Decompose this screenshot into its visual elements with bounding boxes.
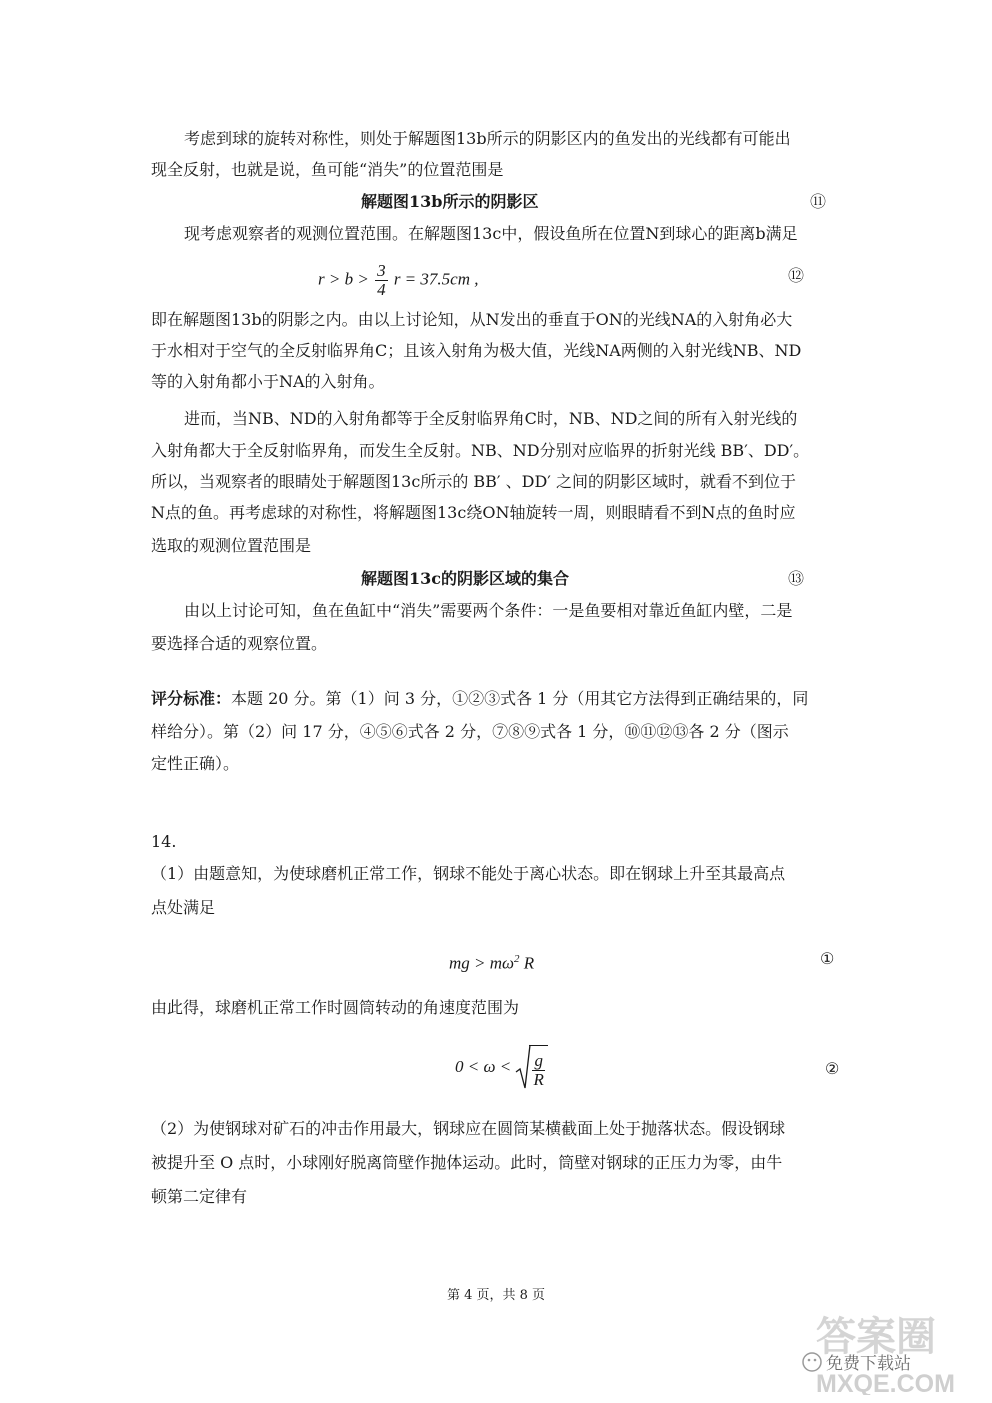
q14-line1: （1）由题意知，为使球磨机正常工作，钢球不能处于离心状态。即在钢球上升至其最高点 — [151, 864, 786, 883]
eq13-tag: ⑬ — [788, 569, 805, 588]
scoring-line2: 样给分）。第（2）问 17 分，④⑤⑥式各 2 分，⑦⑧⑨式各 1 分，⑩⑪⑫⑬各 2 分（图示 — [151, 722, 789, 741]
q14-eq2-lhs: 0 < ω < — [455, 1057, 512, 1076]
question-14-number: 14. — [151, 832, 177, 851]
q14-eq2-numerator: g — [534, 1050, 543, 1070]
watermark-site: MXQE.COM — [816, 1370, 955, 1395]
scoring-text1: 本题 20 分。第（1）问 3 分，①②③式各 1 分（用其它方法得到正确结果的，同 — [231, 689, 809, 708]
para3-line1: 即在解题图13b的阴影之内。由以上讨论知，从N发出的垂直于ON的光线NA的入射角必大 — [151, 310, 793, 329]
para1-line2: 现全反射，也就是说，鱼可能“消失”的位置范围是 — [151, 160, 504, 179]
q14-eq2-fraction — [532, 1052, 545, 1089]
para4-line5: 选取的观测位置范围是 — [151, 536, 312, 555]
q14-eq1-tag: ① — [820, 949, 835, 968]
page-footer: 第 4 页，共 8 页 — [446, 1288, 546, 1303]
q14-eq1-lhs: mg > m — [449, 953, 503, 973]
q14-eq1-omega: ω — [502, 953, 515, 973]
q14-eq1-exponent: 2 — [514, 953, 520, 965]
eq12-lhs: r > b > — [318, 269, 369, 289]
q14-eq2-denominator: R — [533, 1069, 544, 1089]
sqrt-sign-icon — [515, 1044, 531, 1090]
eq12-formula — [318, 262, 478, 299]
q14-line3: 由此得，球磨机正常工作时圆筒转动的角速度范围为 — [151, 998, 520, 1017]
eq11-text: 解题图13b所示的阴影区 — [361, 192, 539, 211]
q14-line6: 顿第二定律有 — [151, 1187, 248, 1206]
para4-line2: 入射角都大于全反射临界角，而发生全反射。NB、ND分别对应临界的折射光线 BB′、DD′。 — [151, 441, 810, 460]
para3-line3: 等的入射角都小于NA的入射角。 — [151, 372, 385, 391]
q14-line2: 点处满足 — [151, 898, 216, 917]
q14-eq2-sqrt — [515, 1044, 548, 1092]
para4-line4: N点的鱼。再考虑球的对称性，将解题图13c绕ON轴旋转一周，则眼睛看不到N点的鱼时应 — [151, 503, 796, 522]
eq13-text: 解题图13c的阴影区域的集合 — [361, 569, 570, 588]
para5-line2: 要选择合适的观察位置。 — [151, 634, 328, 653]
watermark-graphic — [800, 1300, 980, 1395]
eq12-rhs: r = 37.5cm , — [393, 269, 479, 289]
watermark-title: 答案圈 — [816, 1315, 936, 1359]
watermark-subtitle: 免费下载站 — [826, 1354, 911, 1374]
eq12-numerator: 3 — [377, 261, 386, 280]
q14-eq1-rhs: R — [523, 953, 535, 973]
scoring-line1 — [151, 688, 841, 710]
scoring-label: 评分标准： — [151, 689, 232, 708]
q14-eq1-formula — [449, 948, 534, 975]
eq12-tag: ⑫ — [788, 266, 805, 285]
q14-line5: 被提升至 O 点时，小球刚好脱离筒壁作抛体运动。此时，筒壁对钢球的正压力为零，由牛 — [151, 1153, 783, 1172]
eq12-denominator: 4 — [377, 280, 386, 299]
scoring-line3: 定性正确）。 — [151, 754, 240, 773]
para4-line3: 所以，当观察者的眼睛处于解题图13c所示的 BB′ 、DD′ 之间的阴影区域时，就看不到位于 — [151, 472, 797, 491]
para4-line1: 进而，当NB、ND的入射角都等于全反射临界角C时，NB、ND之间的所有入射光线的 — [184, 409, 798, 428]
para1-line1: 考虑到球的旋转对称性，则处于解题图13b所示的阴影区内的鱼发出的光线都有可能出 — [184, 129, 791, 148]
q14-eq2-radicand — [529, 1045, 548, 1092]
para3-line2: 于水相对于空气的全反射临界角C；且该入射角为极大值，光线NA两侧的入射光线NB、ND — [151, 341, 802, 360]
q14-eq2-formula — [455, 1044, 548, 1092]
para2-line1: 现考虑观察者的观测位置范围。在解题图13c中，假设鱼所在位置N到球心的距离b满足 — [184, 224, 798, 243]
q14-eq2-tag: ② — [825, 1059, 840, 1078]
q14-line4: （2）为使钢球对矿石的冲击作用最大，钢球应在圆筒某横截面上处于抛落状态。假设钢球 — [151, 1119, 786, 1138]
eq12-fraction — [375, 262, 388, 299]
para5-line1: 由以上讨论可知，鱼在鱼缸中“消失”需要两个条件：一是鱼要相对靠近鱼缸内壁，二是 — [184, 601, 793, 620]
eq11-tag: ⑪ — [810, 192, 827, 211]
watermark-logo — [800, 1300, 980, 1395]
